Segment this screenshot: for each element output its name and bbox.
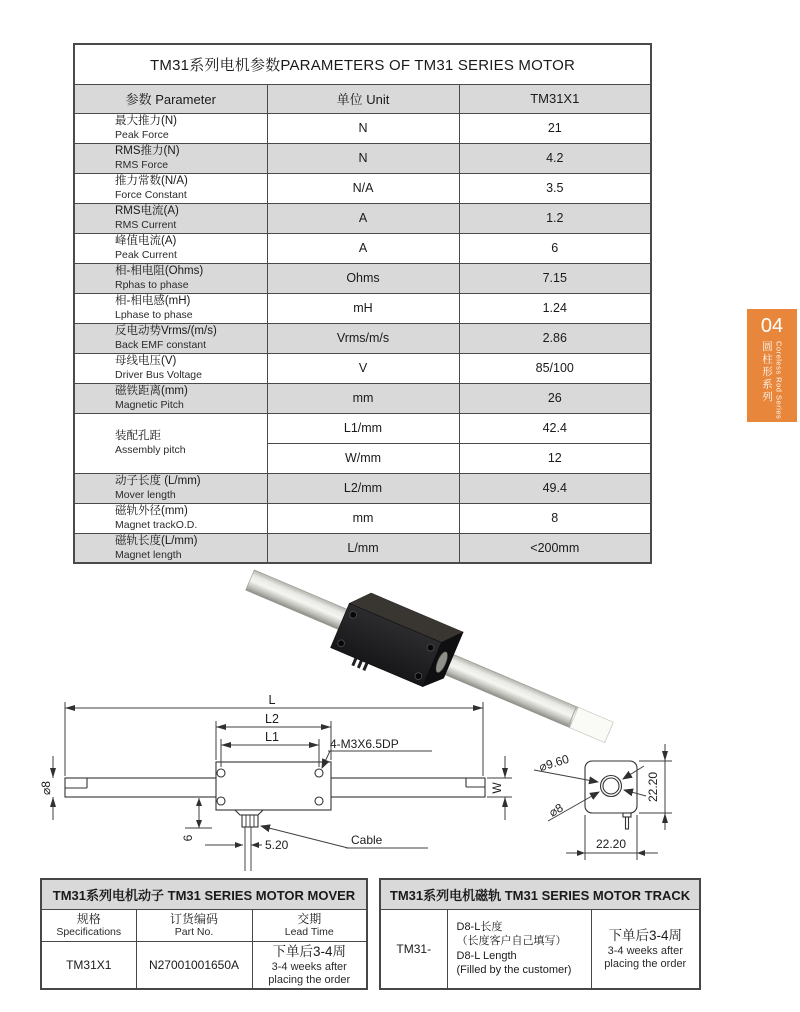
dim-L-label: L: [268, 693, 276, 707]
rod-diameter-label: ⌀8: [39, 781, 53, 795]
end-inner-diameter-label: ⌀8: [546, 800, 566, 820]
param-cn: 推力常数(N/A): [115, 175, 188, 188]
mover-header-row: [41, 909, 367, 941]
param-value: 1.2: [459, 203, 651, 233]
param-unit: L2/mm: [267, 473, 459, 503]
end-height-label: 22.20: [646, 771, 660, 803]
cable-width-label: 5.20: [265, 838, 289, 852]
param-en: Back EMF constant: [115, 338, 207, 351]
param-value: 8: [459, 503, 651, 533]
param-en: Rphas to phase: [115, 278, 189, 291]
param-cn: 反电动势Vrms/(m/s): [115, 325, 217, 338]
param-en: RMS Current: [115, 218, 177, 231]
table-row: [74, 293, 651, 323]
param-unit: mm: [267, 383, 459, 413]
param-value: 21: [459, 113, 651, 143]
param-cn: 动子长度 (L/mm): [115, 475, 201, 488]
param-value: 7.15: [459, 263, 651, 293]
product-photo: [246, 570, 614, 743]
param-unit: V: [267, 353, 459, 383]
param-cn: 相-相电阻(Ohms): [115, 265, 204, 278]
track-length-cn: D8-L长度: [456, 921, 503, 934]
param-cn: 装配孔距: [115, 430, 161, 443]
cable-height-label: 6: [181, 834, 195, 842]
table-row: [74, 533, 651, 563]
mover-lead-cn: 下单后3-4周: [272, 944, 346, 960]
track-lead-cn: 下单后3-4周: [608, 928, 683, 944]
param-cn: 峰值电流(A): [115, 235, 177, 248]
dim-L2-label: L2: [265, 712, 279, 726]
param-unit: N: [267, 113, 459, 143]
param-en: Lphase to phase: [115, 308, 193, 321]
param-unit: A: [267, 233, 459, 263]
table-row: [74, 473, 651, 503]
header-lead-en: Lead Time: [284, 925, 334, 938]
header-unit: 单位 Unit: [267, 84, 459, 113]
param-cn: 母线电压(V): [115, 355, 177, 368]
param-unit: W/mm: [267, 443, 459, 473]
side-view: [65, 762, 485, 871]
table-header-row: [74, 84, 651, 113]
param-en: Magnetic Pitch: [115, 398, 184, 411]
track-data-row: [380, 909, 700, 989]
track-length-en: D8-L Length: [456, 949, 517, 962]
track-length-en2: (Filled by the customer): [456, 964, 572, 977]
param-value: 49.4: [459, 473, 651, 503]
header-lead-cn: 交期: [297, 911, 322, 926]
param-value: 1.24: [459, 293, 651, 323]
track-table-title: TM31系列电机磁轨 TM31 SERIES MOTOR TRACK: [380, 879, 700, 909]
mover-order-table: [40, 878, 368, 990]
track-length-cn2: （长度客户自己填写）: [456, 935, 567, 948]
mover-data-row: [41, 941, 367, 989]
param-unit: L/mm: [267, 533, 459, 563]
screw-note-label: 4-M3X6.5DP: [330, 737, 399, 751]
mover-spec: TM31X1: [41, 941, 136, 989]
table-row: [74, 233, 651, 263]
table-row: [74, 203, 651, 233]
header-model: TM31X1: [459, 84, 651, 113]
param-cn: RMS电流(A): [115, 205, 179, 218]
table-row: [74, 353, 651, 383]
table-row: [74, 263, 651, 293]
table-row-assembly: [74, 413, 651, 443]
track-width-label: W: [490, 782, 504, 794]
mover-table-title: TM31系列电机动子 TM31 SERIES MOTOR MOVER: [41, 879, 367, 909]
end-width-label: 22.20: [595, 837, 627, 851]
parameters-table: [73, 43, 652, 564]
param-unit: mH: [267, 293, 459, 323]
series-tab: [747, 309, 797, 422]
series-name-en: Coreless Rod Series: [774, 341, 784, 420]
header-partno-en: Part No.: [174, 925, 214, 938]
mover-3d: [327, 587, 463, 700]
param-unit: A: [267, 203, 459, 233]
param-unit: mm: [267, 503, 459, 533]
mover-lead-en: 3-4 weeks after placing the order: [268, 960, 351, 986]
param-value: 3.5: [459, 173, 651, 203]
track-model: TM31-: [380, 909, 447, 989]
mover-part-no: N27001001650A: [136, 941, 252, 989]
table-row: [74, 173, 651, 203]
table-row: [74, 113, 651, 143]
table-row: [74, 143, 651, 173]
param-value: 12: [459, 443, 651, 473]
param-unit: N: [267, 143, 459, 173]
header-partno-cn: 订货编码: [169, 911, 218, 926]
table-title: TM31系列电机参数PARAMETERS OF TM31 SERIES MOTOR: [74, 44, 651, 84]
param-cn: 磁铁距离(mm): [115, 385, 188, 398]
table-row: [74, 503, 651, 533]
param-en: Driver Bus Voltage: [115, 368, 202, 381]
param-en: Force Constant: [115, 188, 187, 201]
param-cn: 磁轨外径(mm): [115, 505, 188, 518]
param-en: Mover length: [115, 488, 176, 501]
param-unit: L1/mm: [267, 413, 459, 443]
param-cn: RMS推力(N): [115, 145, 180, 158]
cable-connector: [235, 810, 263, 815]
series-name-cn: 圆柱形系列: [761, 341, 773, 404]
series-number: 04: [760, 315, 784, 337]
param-value: 2.86: [459, 323, 651, 353]
end-outer-diameter-label: ⌀9.60: [537, 751, 571, 775]
header-parameter: 参数 Parameter: [74, 84, 267, 113]
cable-label: Cable: [351, 833, 383, 847]
param-en: Peak Current: [115, 248, 177, 261]
technical-drawing: [0, 560, 800, 880]
param-value: 42.4: [459, 413, 651, 443]
track-order-table: [379, 878, 701, 990]
param-en: RMS Force: [115, 158, 169, 171]
param-unit: Vrms/m/s: [267, 323, 459, 353]
param-unit: Ohms: [267, 263, 459, 293]
dim-L1-label: L1: [265, 730, 279, 744]
table-row: [74, 383, 651, 413]
track-lead-en: 3-4 weeks after placing the order: [604, 944, 687, 970]
param-unit: N/A: [267, 173, 459, 203]
param-value: <200mm: [459, 533, 651, 563]
param-value: 4.2: [459, 143, 651, 173]
param-value: 6: [459, 233, 651, 263]
param-value: 26: [459, 383, 651, 413]
param-value: 85/100: [459, 353, 651, 383]
param-en: Peak Force: [115, 128, 169, 141]
param-cn: 最大推力(N): [115, 115, 177, 128]
param-cn: 相-相电感(mH): [115, 295, 191, 308]
param-en: Assembly pitch: [115, 443, 186, 456]
table-row: [74, 323, 651, 353]
header-spec-en: Specifications: [56, 925, 122, 938]
param-en: Magnet trackO.D.: [115, 518, 198, 531]
param-cn: 磁轨长度(L/mm): [115, 534, 198, 547]
header-spec-cn: 规格: [76, 911, 101, 926]
param-en: Magnet length: [115, 548, 182, 561]
